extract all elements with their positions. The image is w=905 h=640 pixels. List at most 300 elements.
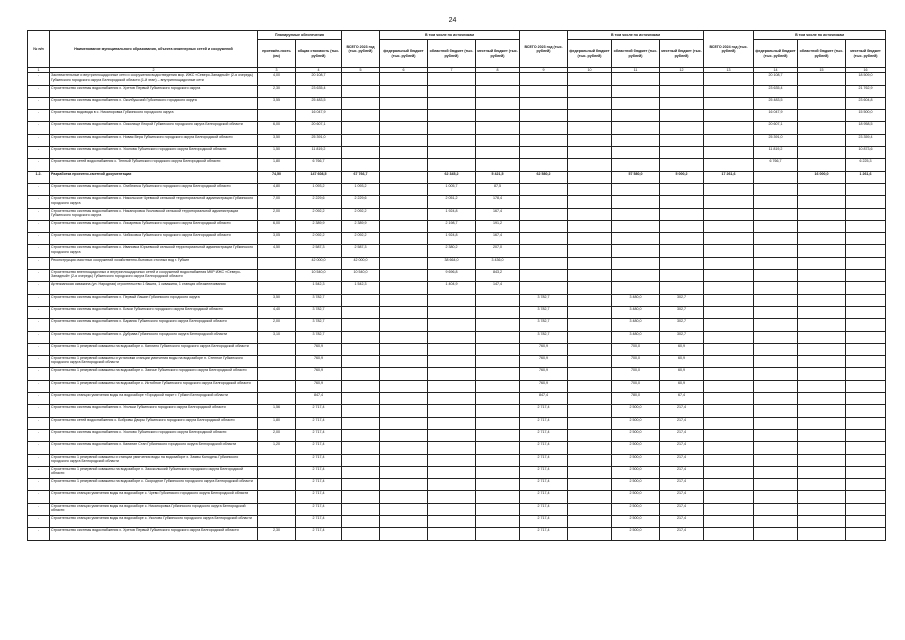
table-cell (380, 257, 428, 269)
table-cell (568, 257, 612, 269)
table-cell (704, 405, 754, 417)
header-length: протяжён-ность (км) (258, 40, 296, 68)
table-cell (380, 528, 428, 540)
table-row (28, 233, 886, 245)
table-cell: 2,00 (258, 319, 296, 331)
table-cell (520, 183, 568, 195)
table-cell (342, 393, 380, 405)
table-cell (342, 122, 380, 134)
table-cell: 3 480,0 (612, 319, 660, 331)
table-cell (704, 257, 754, 269)
table-cell: 3 782,7 (520, 306, 568, 318)
table-cell (520, 208, 568, 220)
table-cell (798, 454, 846, 466)
table-cell (428, 319, 476, 331)
row-number: - (28, 208, 50, 220)
table-cell (754, 405, 798, 417)
table-row (28, 429, 886, 441)
table-cell: 3 782,7 (520, 294, 568, 306)
table-cell: 191,2 (476, 220, 520, 232)
table-cell (380, 417, 428, 429)
table-cell (798, 147, 846, 159)
column-index-cell: 5 (342, 68, 380, 73)
table-cell (568, 380, 612, 392)
table-cell (380, 97, 428, 109)
table-cell (612, 282, 660, 294)
table-cell: 67,4 (660, 393, 704, 405)
table-cell (704, 282, 754, 294)
table-cell: 217,4 (660, 454, 704, 466)
table-row (28, 257, 886, 269)
row-name: Строительство системы водоснабжения х. Дубрава Губкинского городского округа Белгородской области (50, 331, 258, 343)
table-cell (798, 294, 846, 306)
table-row (28, 282, 886, 294)
table-cell (798, 257, 846, 269)
table-cell: 10 540,0 (296, 270, 342, 282)
table-cell (476, 122, 520, 134)
table-cell (798, 479, 846, 491)
table-cell (380, 171, 428, 183)
row-number: - (28, 220, 50, 232)
table-cell (704, 270, 754, 282)
table-cell (568, 245, 612, 257)
table-cell (342, 331, 380, 343)
row-number: - (28, 331, 50, 343)
table-cell (754, 368, 798, 380)
table-cell: 17 261,6 (704, 171, 754, 183)
row-number: - (28, 122, 50, 134)
table-cell: 25 483,5 (754, 97, 798, 109)
table-cell (380, 356, 428, 368)
table-cell (612, 122, 660, 134)
header-fed2: федеральный бюджет (тыс. рублей) (568, 40, 612, 68)
table-cell (520, 196, 568, 208)
table-cell: 2 717,4 (520, 528, 568, 540)
row-number: - (28, 405, 50, 417)
table-cell (568, 417, 612, 429)
table-cell (342, 405, 380, 417)
table-cell (342, 159, 380, 171)
table-cell: 10 540,0 (342, 270, 380, 282)
table-row (28, 134, 886, 146)
table-cell (520, 282, 568, 294)
table-cell: 15 500,0 (846, 110, 886, 122)
table-cell (380, 393, 428, 405)
table-cell (704, 306, 754, 318)
table-cell: 2 229,6 (342, 196, 380, 208)
table-cell (846, 503, 886, 515)
table-cell (704, 134, 754, 146)
header-loc3: местный бюджет (тыс. рублей) (846, 40, 886, 68)
table-cell (846, 257, 886, 269)
table-cell (428, 97, 476, 109)
table-cell: 16 047,9 (754, 110, 798, 122)
table-row (28, 393, 886, 405)
table-cell: 2 500,0 (612, 405, 660, 417)
row-name: Строительство системы водоснабжения с. Никольское Чуевской сельской территориальной администрации Губкинского городского округа (50, 196, 258, 208)
table-cell (754, 503, 798, 515)
table-cell (704, 220, 754, 232)
table-cell: 1 924,8 (428, 233, 476, 245)
table-cell: 25 483,5 (296, 97, 342, 109)
table-cell (428, 343, 476, 355)
table-cell (568, 454, 612, 466)
table-row (28, 208, 886, 220)
table-cell: 2 500,0 (612, 503, 660, 515)
table-cell: 3 480,0 (612, 294, 660, 306)
table-cell: 42 000,0 (342, 257, 380, 269)
table-cell: 4,80 (258, 183, 296, 195)
table-cell (568, 147, 612, 159)
table-cell (798, 110, 846, 122)
table-cell (798, 270, 846, 282)
table-cell: 1 542,3 (342, 282, 380, 294)
table-cell (846, 331, 886, 343)
table-cell: 25 391,0 (296, 134, 342, 146)
row-number: - (28, 183, 50, 195)
table-cell (476, 393, 520, 405)
table-cell (798, 417, 846, 429)
table-cell (704, 245, 754, 257)
table-body (28, 73, 886, 540)
table-cell (520, 245, 568, 257)
row-number: - (28, 479, 50, 491)
table-cell: 2 092,2 (296, 233, 342, 245)
table-row (28, 491, 886, 503)
table-cell: 302,7 (660, 319, 704, 331)
table-cell (380, 85, 428, 97)
table-cell: 2 500,0 (612, 491, 660, 503)
table-cell: 2 717,4 (520, 479, 568, 491)
table-cell (846, 319, 886, 331)
row-name: Строительство станции умягчения воды на водозаборе «Городской парк» г. Губкин Белгородской области (50, 393, 258, 405)
table-cell (380, 294, 428, 306)
table-cell (704, 159, 754, 171)
table-cell (342, 380, 380, 392)
table-cell (428, 380, 476, 392)
table-cell: 60,9 (660, 343, 704, 355)
row-name: Строительство сетей водоснабжения с. Теплый Губкинского городского округа Белгородской области (50, 159, 258, 171)
table-row (28, 73, 886, 85)
table-cell (520, 122, 568, 134)
table-cell (612, 73, 660, 85)
table-cell: 3,55 (258, 97, 296, 109)
table-cell: 60,9 (660, 368, 704, 380)
table-cell (704, 97, 754, 109)
table-cell: 167,4 (476, 233, 520, 245)
row-name: Строительство системы водоснабжения х. Угольки Губкинского городского округа Белгородской области (50, 405, 258, 417)
table-cell (846, 380, 886, 392)
table-cell (798, 159, 846, 171)
table-cell (380, 380, 428, 392)
table-cell (798, 220, 846, 232)
table-row (28, 479, 886, 491)
table-cell: 18 509,0 (846, 73, 886, 85)
row-name: Строительство системы водоснабжения х. Осколище Второй Губкинского городского округа Белгородской области (50, 122, 258, 134)
table-cell (798, 282, 846, 294)
table-cell: 3,10 (258, 331, 296, 343)
table-cell (428, 306, 476, 318)
table-cell: 3 782,7 (296, 331, 342, 343)
table-cell (846, 183, 886, 195)
table-cell (342, 294, 380, 306)
table-cell (258, 368, 296, 380)
row-name: Строительство 1 резервной скважины на водозаборе х. Заоскольский Губкинского городского округа Белгородской области (50, 466, 258, 478)
table-cell: 42 000,0 (296, 257, 342, 269)
table-cell (612, 134, 660, 146)
table-cell (342, 442, 380, 454)
table-cell (846, 368, 886, 380)
table-cell: 20 108,7 (754, 73, 798, 85)
table-cell (380, 110, 428, 122)
table-cell: 2,30 (258, 528, 296, 540)
row-number: - (28, 134, 50, 146)
table-cell: 2 717,4 (520, 429, 568, 441)
row-number: - (28, 245, 50, 257)
table-cell (258, 454, 296, 466)
row-name: Строительство системы водоснабжения с. Огибнянка Губкинского городского округа Белгородской области (50, 183, 258, 195)
table-cell: 2,00 (258, 429, 296, 441)
table-cell: 302,7 (660, 331, 704, 343)
table-cell (568, 442, 612, 454)
table-cell (568, 306, 612, 318)
table-cell (568, 97, 612, 109)
table-cell (612, 208, 660, 220)
table-cell (754, 343, 798, 355)
table-cell (704, 429, 754, 441)
table-cell (428, 73, 476, 85)
table-cell (798, 528, 846, 540)
table-cell (342, 73, 380, 85)
table-row (28, 380, 886, 392)
table-cell (704, 417, 754, 429)
table-cell: 6,00 (258, 220, 296, 232)
table-cell (380, 331, 428, 343)
row-name: Строительство системы водоснабжения х. Первый Лашин Губкинского городского округа (50, 294, 258, 306)
row-number: - (28, 442, 50, 454)
table-cell (568, 503, 612, 515)
table-cell (342, 368, 380, 380)
table-cell: 2 198,7 (428, 220, 476, 232)
table-cell (342, 454, 380, 466)
table-row (28, 515, 886, 527)
table-cell (660, 208, 704, 220)
table-cell (754, 208, 798, 220)
table-cell: 2 717,4 (296, 479, 342, 491)
table-cell (798, 393, 846, 405)
table-cell: 2 380,2 (428, 245, 476, 257)
table-cell: 847,4 (296, 393, 342, 405)
row-name: Разработка проектно-сметной документации (50, 171, 258, 183)
table-cell (476, 429, 520, 441)
table-cell (612, 85, 660, 97)
table-cell (704, 294, 754, 306)
table-cell (612, 159, 660, 171)
table-row (28, 503, 886, 515)
table-cell (476, 368, 520, 380)
table-cell (754, 294, 798, 306)
table-cell: 2 717,4 (520, 417, 568, 429)
table-cell: 700,0 (612, 356, 660, 368)
row-number: - (28, 233, 50, 245)
table-cell (380, 503, 428, 515)
table-cell: 11 819,2 (296, 147, 342, 159)
table-cell (428, 134, 476, 146)
table-cell: 2 389,9 (342, 220, 380, 232)
table-cell (568, 356, 612, 368)
table-cell: 3 782,7 (520, 331, 568, 343)
table-cell: 2 717,4 (296, 466, 342, 478)
table-cell: 2 717,4 (296, 491, 342, 503)
table-cell (520, 110, 568, 122)
row-name: Строительство системы водоснабжения с. Ивановка Юрьевской сельской территориальной администрации Губкинского городского округа (50, 245, 258, 257)
table-cell (342, 515, 380, 527)
table-cell (476, 97, 520, 109)
table-cell (380, 515, 428, 527)
table-cell: 178,4 (476, 196, 520, 208)
table-row (28, 343, 886, 355)
table-cell (846, 306, 886, 318)
table-cell: 67 766,7 (342, 171, 380, 183)
table-cell (428, 356, 476, 368)
table-cell (798, 183, 846, 195)
table-cell: 2 717,4 (296, 503, 342, 515)
table-cell (380, 183, 428, 195)
table-cell (258, 343, 296, 355)
table-cell (428, 429, 476, 441)
table-cell: 2 092,2 (342, 208, 380, 220)
table-cell (476, 479, 520, 491)
table-cell: 6,00 (258, 122, 296, 134)
table-cell (798, 466, 846, 478)
table-cell (520, 159, 568, 171)
row-number: - (28, 85, 50, 97)
table-row (28, 368, 886, 380)
column-index-cell: 8 (476, 68, 520, 73)
table-cell (754, 270, 798, 282)
column-index-cell: 6 (380, 68, 428, 73)
column-index-cell: 1 (28, 68, 50, 73)
table-cell: 16 000,0 (798, 171, 846, 183)
table-cell (798, 319, 846, 331)
table-row (28, 319, 886, 331)
row-name: Строительство системы водоснабжения х. Бочки Губкинского городского округа Белгородской области (50, 306, 258, 318)
table-cell (704, 233, 754, 245)
table-cell: 217,4 (660, 479, 704, 491)
table-cell: 18 958,5 (846, 122, 886, 134)
table-cell: 2 717,4 (520, 405, 568, 417)
table-row (28, 442, 886, 454)
table-cell: 4,40 (258, 306, 296, 318)
row-number: - (28, 270, 50, 282)
budget-table (27, 30, 886, 541)
table-cell: 760,9 (296, 380, 342, 392)
row-number: - (28, 491, 50, 503)
table-cell: 2,00 (258, 208, 296, 220)
table-cell (342, 319, 380, 331)
table-cell: 2 717,4 (520, 503, 568, 515)
row-name: Строительство 1 резервной скважины и установки станции умягчения воды на водозаборе п. Степное Губкинского городского округа Белгородской области (50, 356, 258, 368)
table-cell (704, 466, 754, 478)
table-cell (520, 97, 568, 109)
table-cell (568, 491, 612, 503)
table-cell (704, 393, 754, 405)
table-cell (476, 442, 520, 454)
table-cell (568, 294, 612, 306)
table-cell: 57 580,0 (612, 171, 660, 183)
table-cell (380, 134, 428, 146)
table-cell: 1,80 (258, 159, 296, 171)
column-index-cell: 2 (50, 68, 258, 73)
table-cell (476, 343, 520, 355)
table-cell: 62 580,2 (520, 171, 568, 183)
row-number: - (28, 343, 50, 355)
table-cell: 3 782,7 (520, 319, 568, 331)
table-cell (258, 393, 296, 405)
table-cell (754, 196, 798, 208)
table-cell (568, 405, 612, 417)
table-cell (798, 491, 846, 503)
row-name: Строительство системы водоснабжения х. Уколова Губкинского городского округа Белгородской области (50, 147, 258, 159)
table-cell (660, 110, 704, 122)
row-name: Строительство системы водоснабжения с. Уколово Губкинского городского округа Белгородской области (50, 429, 258, 441)
table-cell: 9 696,8 (428, 270, 476, 282)
table-cell (754, 282, 798, 294)
table-cell: 3,50 (258, 294, 296, 306)
table-cell: 3 782,7 (296, 294, 342, 306)
table-cell (428, 454, 476, 466)
header-total-2024: ВСЕГО 2024 год (тыс. рублей) (704, 31, 754, 68)
table-cell (342, 466, 380, 478)
table-cell (704, 319, 754, 331)
table-cell (258, 466, 296, 478)
table-cell: 74,50 (258, 171, 296, 183)
table-cell (660, 183, 704, 195)
table-cell (568, 196, 612, 208)
table-cell (798, 196, 846, 208)
table-cell: 1 924,8 (428, 208, 476, 220)
table-cell (660, 270, 704, 282)
table-cell (846, 466, 886, 478)
row-number: - (28, 294, 50, 306)
table-cell (754, 245, 798, 257)
column-index-cell: 13 (704, 68, 754, 73)
table-cell (476, 454, 520, 466)
table-cell: 2 229,6 (296, 196, 342, 208)
table-cell: 217,4 (660, 515, 704, 527)
table-cell (704, 122, 754, 134)
row-number: - (28, 196, 50, 208)
table-cell (428, 85, 476, 97)
table-cell: 1 093,2 (296, 183, 342, 195)
table-cell (380, 122, 428, 134)
table-cell (568, 319, 612, 331)
table-cell (846, 208, 886, 220)
column-index-cell: 4 (296, 68, 342, 73)
row-name: Строительство 1 резервной скважины на водозаборе с. Каплино Губкинского городского округа Белгородской области (50, 343, 258, 355)
table-cell (704, 331, 754, 343)
table-cell: 2 717,4 (296, 429, 342, 441)
table-cell: 7,00 (258, 196, 296, 208)
table-cell: 23 635,4 (754, 85, 798, 97)
table-cell (476, 417, 520, 429)
row-name: Заключительные и внутриплощадочные сети и сооружения водоотведения мкр. ИЖС «Северо-Западный» (2-я очередь) Губкинского городского округа Белгородской области (1-й этап) – внутриплощадочные сети (50, 73, 258, 85)
table-cell (476, 491, 520, 503)
table-cell: 1,20 (258, 442, 296, 454)
table-cell: 2 051,2 (428, 196, 476, 208)
table-cell: 760,9 (296, 343, 342, 355)
table-cell (798, 85, 846, 97)
